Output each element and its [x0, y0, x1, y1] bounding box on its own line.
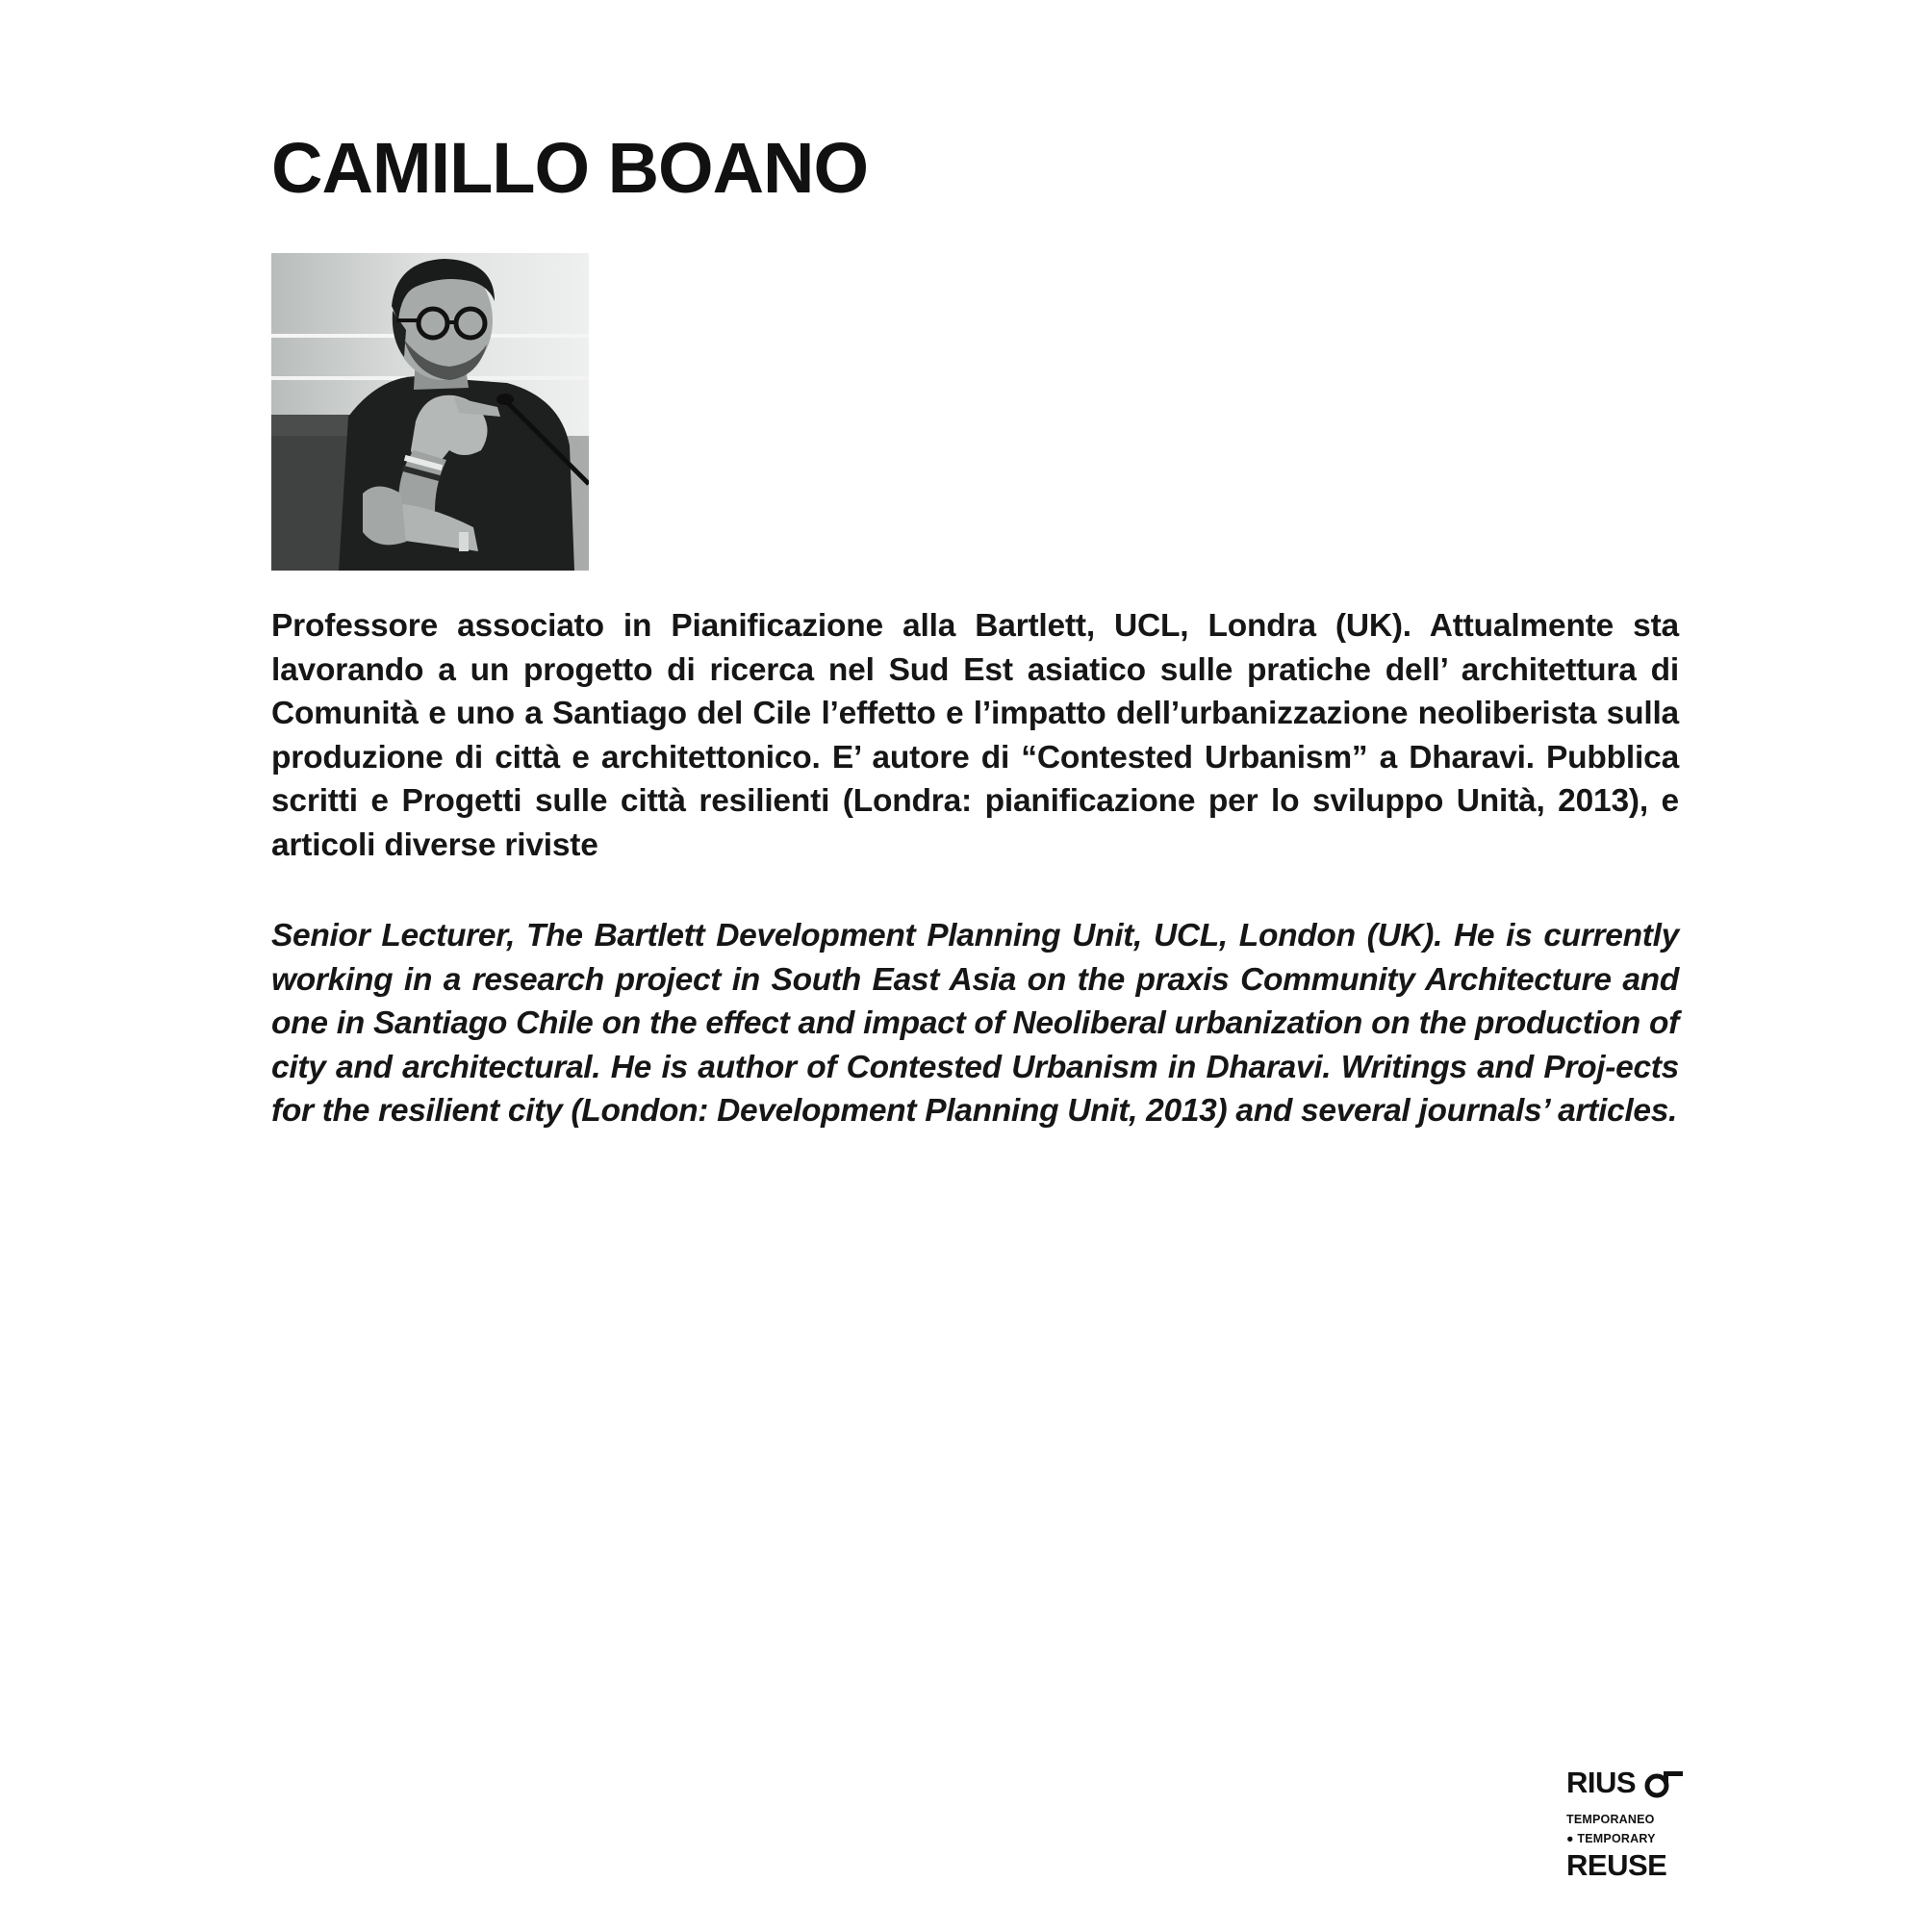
riuso-o-mark-icon — [1643, 1769, 1684, 1798]
bio-italian: Professore associato in Pianificazione alla Bartlett, UCL, Londra (UK). Attualmente sta lavorando a un progetto di ricerca nel Sud Est asiatico sulle pratiche dell’ architettura di Comunità e uno a Santiago del Cile l’effetto e l’impatto dell’urbanizzazione neoliberista sulla produzione di città e architettonico. E’ autore di “Contested Urbanism” a Dharavi. Pubblica scritti e Progetti sulle città resilienti (Londra: pianificazione per lo sviluppo Unità, 2013), e articoli diverse riviste — [271, 608, 1679, 863]
portrait-photo — [271, 253, 589, 571]
portrait-illustration — [271, 253, 589, 571]
logo-title-top: RIUS — [1566, 1766, 1637, 1799]
logo-subtitle-temporary: ● TEMPORARY — [1566, 1832, 1656, 1845]
page-title: CAMILLO BOANO — [271, 128, 869, 208]
riuso-logo — [1566, 1767, 1682, 1883]
bio-english: Senior Lecturer, The Bartlett Development Planning Unit, UCL, London (UK). He is currently working in a research project in South East Asia on the praxis Community Architecture and one in Santiago Chile on the effect and impact of Neoliberal urbanization on the production of city and architectural. He is author of Contested Urbanism in Dharavi. Writings and Proj-ects for the resilient city (London: Development Planning Unit, 2013) and several journals’ articles. — [271, 918, 1679, 1129]
logo-subtitle-temporaneo: TEMPORANEO — [1566, 1813, 1655, 1826]
logo-title-bottom: REUSE — [1566, 1848, 1667, 1882]
